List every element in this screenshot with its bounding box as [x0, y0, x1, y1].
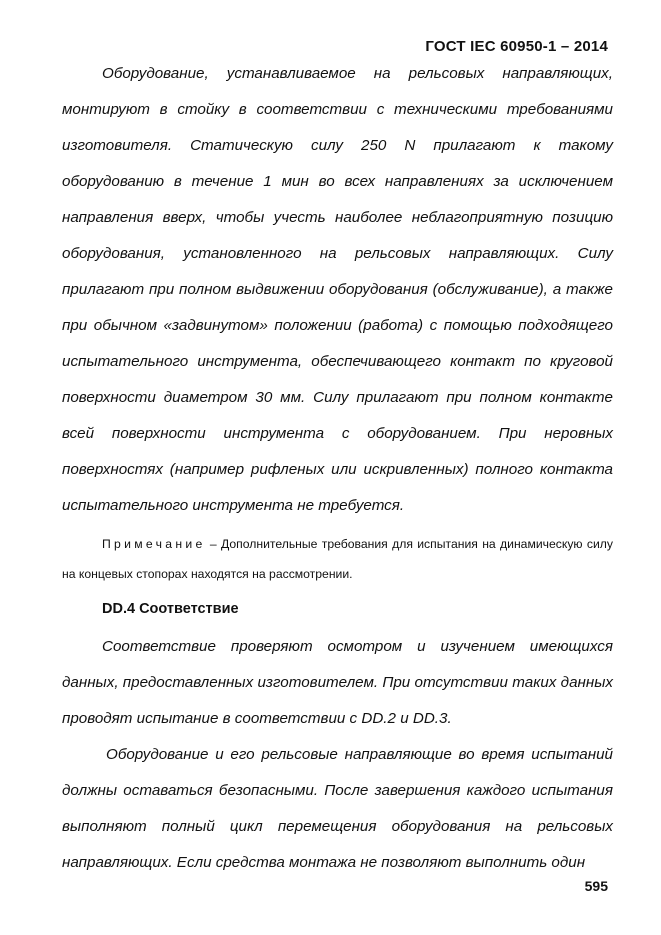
paragraph-compliance: Соответствие проверяют осмотром и изучением имеющихся данных, предоставленных изготовителем. При отсутствии таких данных проводят испытание в соответствии с DD.2 и DD.3. — [62, 638, 613, 727]
note-label: Примечание — [102, 537, 206, 551]
note-text: – Дополнительные требования для испытания на динамическую силу на концевых стопорах находятся на рассмотрении. — [62, 537, 613, 581]
document-code-header: ГОСТ IEC 60950-1 – 2014 — [425, 38, 608, 55]
note-paragraph — [62, 529, 613, 589]
paragraph-safety: Оборудование и его рельсовые направляющие во время испытаний должны оставаться безопасными. После завершения каждого испытания выполняют полный цикл перемещения оборудования на рельсовых направляющих. Если средства монтажа не позволяют выполнить один — [62, 746, 613, 871]
page-body — [62, 56, 613, 881]
paragraph-static-force-test: Оборудование, устанавливаемое на рельсовых направляющих, монтируют в стойку в соответствии с техническими требованиями изготовителя. Статическую силу 250 N прилагают к такому оборудованию в течение 1 мин во всех направлениях за исключением направления вверх, чтобы учесть наиболее неблагоприятную позицию оборудования, установленного на рельсовых направляющих. Силу прилагают при полном выдвижении оборудования (обслуживание), а также при обычном «задвинутом» положении (работа) с помощью подходящего испытательного инструмента, обеспечивающего контакт по круговой поверхности диаметром 30 мм. Силу прилагают при полном контакте всей поверхности инструмента с оборудованием. При неровных поверхностях (например рифленых или искривленных) полного контакта испытательного инструмента не требуется. — [62, 65, 613, 514]
page-number: 595 — [584, 878, 608, 894]
section-heading: DD.4 Соответствие — [102, 601, 239, 617]
